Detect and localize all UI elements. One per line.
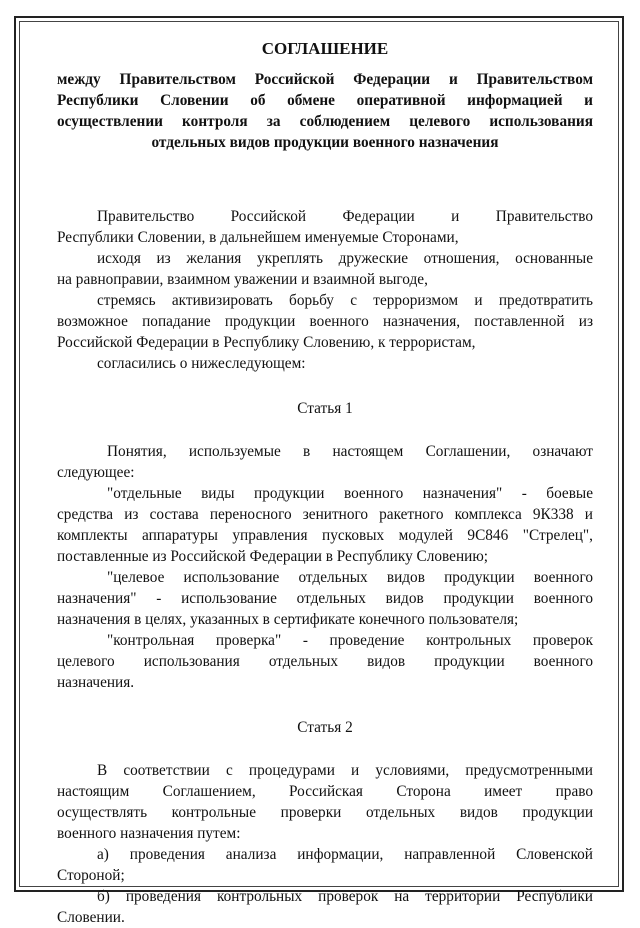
article-line: настоящим Соглашением, Российская Сторона имеет право xyxy=(57,783,593,800)
article-line: Словении. xyxy=(57,909,125,926)
article-line: б) проведения контрольных проверок на территории Республики xyxy=(97,888,593,905)
preamble-line: возможное попадание продукции военного назначения, поставленной из xyxy=(57,313,593,330)
article-line: следующее: xyxy=(57,464,135,481)
preamble-line: на равноправии, взаимном уважении и взаимной выгоде, xyxy=(57,271,428,288)
preamble-line: согласились о нижеследующем: xyxy=(97,355,306,372)
article-line: военного назначения путем: xyxy=(57,825,241,842)
article-line: средства из состава переносного зенитного ракетного комплекса 9К338 и xyxy=(57,506,593,523)
preamble-line: Республики Словении, в дальнейшем именуемые Сторонами, xyxy=(57,229,459,246)
spacer xyxy=(57,419,593,441)
article-line: "контрольная проверка" - проведение контрольных проверок xyxy=(107,632,593,649)
subtitle-line: Республики Словении об обмене оперативной информацией и xyxy=(57,92,593,109)
document-subtitle xyxy=(57,69,593,153)
article-line: назначения" - использование отдельных видов продукции военного xyxy=(57,590,593,607)
preamble-line: Российской Федерации в Республику Словению, к террористам, xyxy=(57,334,476,351)
document-body xyxy=(57,38,593,928)
article-line: комплекты аппаратуры управления пусковых модулей 9С846 "Стрелец", xyxy=(57,527,593,544)
article-1-body xyxy=(57,441,593,693)
document-title: СОГЛАШЕНИЕ xyxy=(261,39,389,58)
subtitle-line: осуществлении контроля за соблюдением целевого использования xyxy=(57,113,593,130)
article-line: Понятия, используемые в настоящем Соглашении, означают xyxy=(107,443,593,460)
preamble-line: Правительство Российской Федерации и Правительство xyxy=(97,208,593,225)
article-line: В соответствии с процедурами и условиями, предусмотренными xyxy=(97,762,593,779)
article-1-heading: Статья 1 xyxy=(297,400,353,417)
subtitle-line: отдельных видов продукции военного назначения xyxy=(151,134,499,151)
article-line: целевого использования отдельных видов продукции военного xyxy=(57,653,593,670)
article-line: "отдельные виды продукции военного назначения" - боевые xyxy=(107,485,593,502)
spacer xyxy=(57,693,593,717)
article-line: назначения. xyxy=(57,674,135,691)
preamble xyxy=(57,206,593,374)
article-line: назначения в целях, указанных в сертификате конечного пользователя; xyxy=(57,611,519,628)
article-2-body xyxy=(57,760,593,928)
article-line: Стороной; xyxy=(57,867,125,884)
preamble-line: исходя из желания укреплять дружеские отношения, основанные xyxy=(97,250,593,267)
spacer xyxy=(57,153,593,206)
article-line: а) проведения анализа информации, направленной Словенской xyxy=(97,846,593,863)
article-line: поставленные из Российской Федерации в Республику Словению; xyxy=(57,548,489,565)
preamble-line: стремясь активизировать борьбу с терроризмом и предотвратить xyxy=(97,292,593,309)
spacer xyxy=(57,738,593,760)
article-2-heading: Статья 2 xyxy=(297,719,353,736)
article-line: осуществлять контрольные проверки отдельных видов продукции xyxy=(57,804,593,821)
subtitle-line: между Правительством Российской Федерации и Правительством xyxy=(57,71,593,88)
spacer xyxy=(57,374,593,398)
article-line: "целевое использование отдельных видов продукции военного xyxy=(107,569,593,586)
